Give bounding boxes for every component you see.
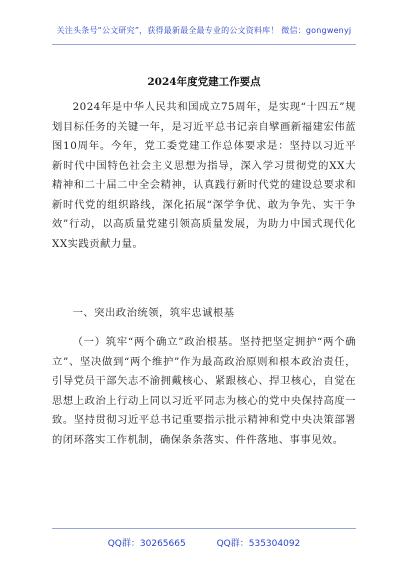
footer <box>0 536 408 549</box>
section-paragraph <box>52 333 356 450</box>
intro-paragraph <box>52 98 356 254</box>
footer-qq-group-2: QQ群：535304092 <box>216 539 301 549</box>
footer-qq-group-1: QQ群：30265665 <box>107 539 186 549</box>
paragraph-text: 2024年是中华人民共和国成立75周年，是实现“十四五”规划目标任务的关键一年，是习近平总书记亲自擘画新福建宏伟蓝图10周年。今年，党工委党建工作总体要求是：坚持以习近平新时代中国特色社会主义思想为指导，深入学习贯彻党的XX大精神和二十届二中全会精神，认真践行新时代党的建设总要求和新时代党的组织路线，深化拓展“深学争优、敢为争先、实干争效”行动，以高质量党建引领高质量发展，为助力中国式现代化XX实践贡献力量。 <box>52 101 356 250</box>
header-note: 关注头条号“公文研究”，获得最新最全最专业的公文资料库！ 微信：gongwenyj <box>56 26 352 35</box>
paragraph-text: （一）筑牢“两个确立”政治根基。坚持把坚定拥护“两个确立”、坚决做到“两个维护”作为最高政治原则和根本政治责任，引导党员干部矢志不渝拥戴核心、紧跟核心、捍卫核心，自觉在思想上政治上行动上同以习近平同志为核心的党中央保持高度一致。坚持贯彻习近平总书记重要指示批示精神和党中央决策部署的闭环落实工作机制，确保条条落实、件件落地、事事见效。 <box>52 336 356 446</box>
document-title: 2024年度党建工作要点 <box>147 76 261 88</box>
section-heading-text: 一、突出政治统领，筑牢忠诚根基 <box>72 307 235 319</box>
header-divider <box>52 44 356 45</box>
section-heading <box>52 304 356 324</box>
footer-divider <box>52 528 356 529</box>
